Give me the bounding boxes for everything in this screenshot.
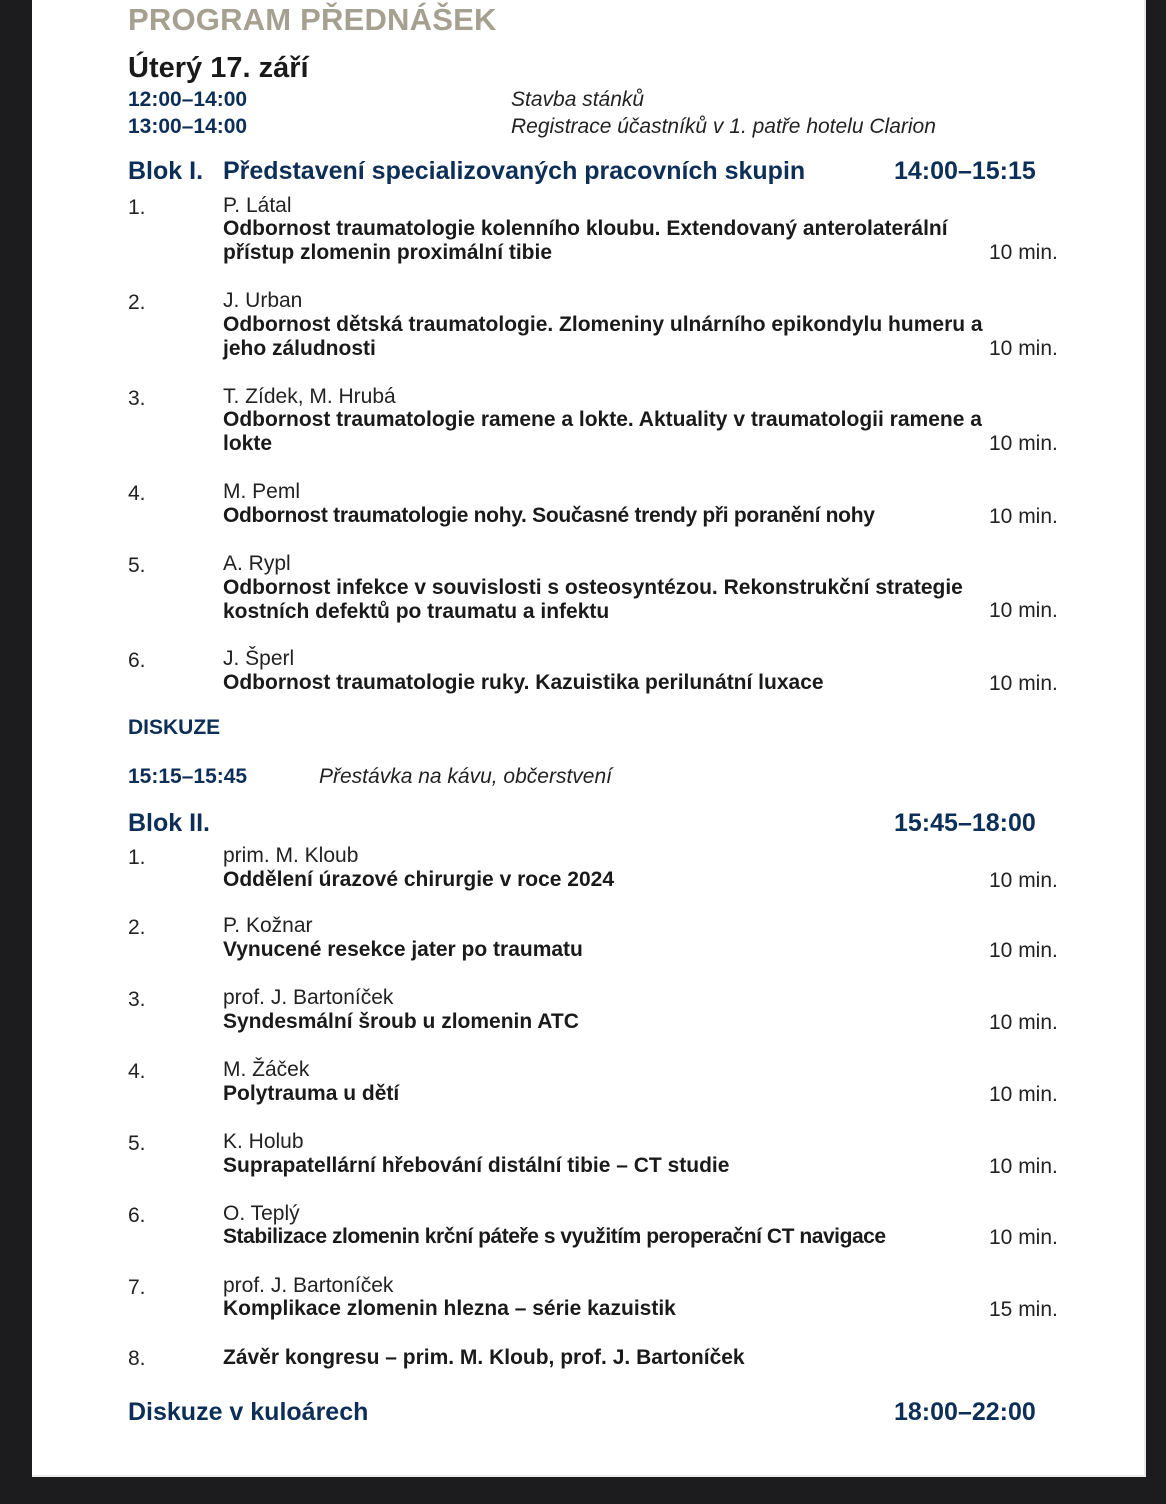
- talk-number: 8.: [128, 1347, 146, 1370]
- talk-number: 5.: [128, 1132, 146, 1155]
- talk-duration: 10 min.: [989, 1011, 1058, 1034]
- talk-author: M. Peml: [223, 480, 301, 503]
- talk-duration: 10 min.: [989, 505, 1058, 528]
- corridor-time: 18:00–22:00: [894, 1398, 1036, 1426]
- talk-duration: 10 min.: [989, 672, 1058, 695]
- document-title: PROGRAM PŘEDNÁŠEK: [128, 2, 497, 37]
- talk-duration: 10 min.: [989, 869, 1058, 892]
- talk-title: Stabilizace zlomenin krční páteře s využitím peroperační CT navigace: [223, 1225, 886, 1248]
- pre-time-1: 12:00–14:00: [128, 88, 248, 111]
- talk-title: Odbornost traumatologie ramene a lokte. Aktuality v traumatologii ramene a lokte: [223, 408, 982, 455]
- block1-label: Blok I.: [128, 157, 204, 185]
- talk-number: 2.: [128, 291, 146, 314]
- block1-time: 14:00–15:15: [894, 157, 1036, 185]
- talk-author: M. Žáček: [223, 1058, 310, 1081]
- talk-title: Odbornost traumatologie nohy. Současné trendy při poranění nohy: [223, 504, 875, 527]
- block1-title: Představení specializovaných pracovních skupin: [223, 157, 806, 185]
- talk-author: P. Látal: [223, 194, 292, 217]
- talk-author: P. Kožnar: [223, 914, 313, 937]
- talk-number: 3.: [128, 988, 146, 1011]
- talk-title: Odbornost dětská traumatologie. Zlomeniny ulnárního epikondylu humeru a jeho záludnosti: [223, 313, 983, 360]
- break-time: 15:15–15:45: [128, 765, 248, 788]
- talk-number: 3.: [128, 387, 146, 410]
- talk-duration: 10 min.: [989, 939, 1058, 962]
- talk-duration: 10 min.: [989, 241, 1058, 264]
- corridor-label: Diskuze v kuloárech: [128, 1398, 369, 1426]
- talk-title: Vynucené resekce jater po traumatu: [223, 938, 583, 961]
- pre-desc-1: Stavba stánků: [511, 88, 645, 111]
- talk-author: prim. M. Kloub: [223, 844, 359, 867]
- talk-duration: 15 min.: [989, 1298, 1058, 1321]
- talk-number: 4.: [128, 482, 146, 505]
- talk-title: Odbornost traumatologie kolenního kloubu. Extendovaný anterolaterální přístup zlomenin proximální tibie: [223, 217, 948, 264]
- talk-title: Syndesmální šroub u zlomenin ATC: [223, 1010, 579, 1033]
- document-page: [32, 0, 1146, 1477]
- talk-title: Oddělení úrazové chirurgie v roce 2024: [223, 868, 614, 891]
- block2-label: Blok II.: [128, 809, 210, 837]
- talk-author: A. Rypl: [223, 552, 291, 575]
- talk-author: J. Šperl: [223, 647, 295, 670]
- day-heading: Úterý 17. září: [128, 52, 309, 84]
- talk-duration: 10 min.: [989, 1083, 1058, 1106]
- talk-number: 6.: [128, 1204, 146, 1227]
- talk-duration: 10 min.: [989, 1226, 1058, 1249]
- talk-title: Suprapatellární hřebování distální tibie – CT studie: [223, 1154, 730, 1177]
- talk-title: Komplikace zlomenin hlezna – série kazuistik: [223, 1297, 676, 1320]
- talk-number: 6.: [128, 649, 146, 672]
- talk-title: Odbornost infekce v souvislosti s osteosyntézou. Rekonstrukční strategie kostních defektů po traumatu a infektu: [223, 576, 963, 623]
- talk-duration: 10 min.: [989, 599, 1058, 622]
- talk-title: Polytrauma u dětí: [223, 1082, 400, 1105]
- break-desc: Přestávka na kávu, občerstvení: [319, 765, 612, 788]
- talk-author: J. Urban: [223, 289, 303, 312]
- talk-duration: 10 min.: [989, 1155, 1058, 1178]
- talk-author: prof. J. Bartoníček: [223, 1274, 394, 1297]
- talk-author: T. Zídek, M. Hrubá: [223, 385, 396, 408]
- talk-duration: 10 min.: [989, 432, 1058, 455]
- closing-title: Závěr kongresu – prim. M. Kloub, prof. J. Bartoníček: [223, 1346, 745, 1369]
- talk-author: O. Teplý: [223, 1202, 300, 1225]
- talk-number: 4.: [128, 1060, 146, 1083]
- talk-author: K. Holub: [223, 1130, 304, 1153]
- talk-duration: 10 min.: [989, 337, 1058, 360]
- talk-number: 1.: [128, 196, 146, 219]
- talk-number: 2.: [128, 916, 146, 939]
- talk-number: 5.: [128, 554, 146, 577]
- block2-time: 15:45–18:00: [894, 809, 1036, 837]
- pre-time-2: 13:00–14:00: [128, 115, 248, 138]
- talk-author: prof. J. Bartoníček: [223, 986, 394, 1009]
- pre-desc-2: Registrace účastníků v 1. patře hotelu Clarion: [511, 115, 936, 138]
- discussion-label: DISKUZE: [128, 716, 221, 739]
- talk-number: 7.: [128, 1276, 146, 1299]
- talk-number: 1.: [128, 846, 146, 869]
- talk-title: Odbornost traumatologie ruky. Kazuistika perilunátní luxace: [223, 671, 824, 694]
